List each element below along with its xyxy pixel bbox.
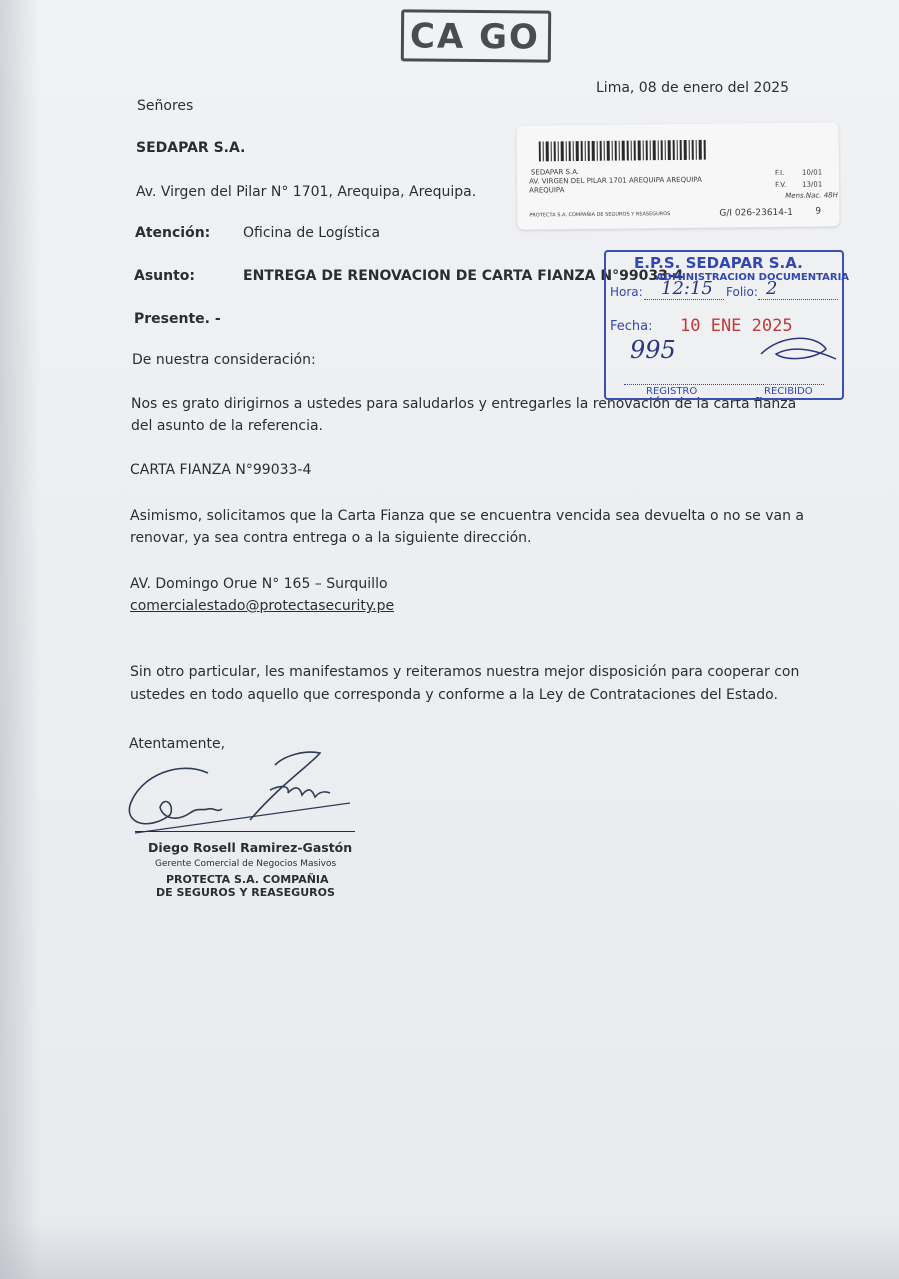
stamp-register-number: 995 bbox=[630, 336, 676, 364]
paragraph-1-line-1: Nos es grato dirigirnos a ustedes para saludarlos y entregarles la renovación de la carta fianza bbox=[131, 396, 797, 412]
sticker-guide-check: 9 bbox=[815, 206, 822, 217]
sticker-fi-label: F.I. bbox=[774, 168, 785, 177]
sticker-fv-label: F.V. bbox=[775, 180, 787, 189]
greeting: De nuestra consideración: bbox=[132, 352, 316, 368]
paragraph-2-line-2: renovar, ya sea contra entrega o a la siguiente dirección. bbox=[130, 530, 532, 546]
return-address: AV. Domingo Orue N° 165 – Surquillo bbox=[130, 576, 388, 592]
stamp-hora-value: 12:15 bbox=[661, 278, 713, 299]
carta-fianza-reference: CARTA FIANZA N°99033-4 bbox=[130, 462, 312, 478]
subject-label: Asunto: bbox=[134, 268, 196, 284]
page-shadow-left bbox=[0, 0, 40, 1279]
sticker-address-1: AV. VIRGEN DEL PILAR 1701 AREQUIPA AREQUIPA bbox=[529, 175, 702, 186]
signer-company-line-1: PROTECTA S.A. COMPAÑIA bbox=[166, 873, 329, 886]
salutation: Señores bbox=[137, 98, 194, 114]
paragraph-3-line-2: ustedes en todo aquello que corresponda y conforme a la Ley de Contrataciones del Estado. bbox=[130, 687, 778, 703]
handwritten-signature bbox=[120, 745, 360, 845]
sticker-fi-value: 10/01 bbox=[801, 168, 823, 177]
signature-line bbox=[135, 831, 355, 832]
cargo-stamp-text: CA GO bbox=[409, 16, 541, 58]
recipient-company: SEDAPAR S.A. bbox=[136, 140, 246, 156]
paragraph-2-line-1: Asimismo, solicitamos que la Carta Fianza que se encuentra vencida sea devuelta o no se van a bbox=[130, 508, 804, 524]
recipient-address: Av. Virgen del Pilar N° 1701, Arequipa, Arequipa. bbox=[136, 184, 477, 200]
sticker-address-2: AREQUIPA bbox=[529, 186, 565, 195]
paragraph-1-line-2: del asunto de la referencia. bbox=[131, 418, 323, 434]
sticker-sender: PROTECTA S.A. COMPAÑIA DE SEGUROS Y REASEGUROS bbox=[529, 211, 671, 219]
stamp-handwritten-mark bbox=[756, 324, 846, 374]
sticker-recipient: SEDAPAR S.A. bbox=[530, 168, 580, 177]
sticker-service: Mens.Nac. 48H bbox=[785, 191, 838, 200]
stamp-fecha-label: Fecha: bbox=[610, 319, 653, 334]
email-link[interactable]: comercialestado@protectasecurity.pe bbox=[130, 598, 395, 614]
attention-value: Oficina de Logística bbox=[243, 225, 381, 241]
paragraph-3-line-1: Sin otro particular, les manifestamos y reiteramos nuestra mejor disposición para cooperar con bbox=[130, 664, 800, 680]
sticker-fv-value: 13/01 bbox=[802, 180, 823, 189]
closing: Atentamente, bbox=[129, 736, 226, 752]
signer-name: Diego Rosell Ramirez-Gastón bbox=[148, 840, 353, 855]
subject-value: ENTREGA DE RENOVACION DE CARTA FIANZA N°99033-4 bbox=[243, 268, 684, 284]
date-line: Lima, 08 de enero del 2025 bbox=[596, 80, 790, 96]
page-shadow-bottom bbox=[0, 1219, 899, 1279]
stamp-registro-label: REGISTRO bbox=[646, 386, 698, 397]
stamp-title: E.P.S. SEDAPAR S.A. bbox=[634, 254, 803, 272]
attention-label: Atención: bbox=[135, 225, 211, 241]
stamp-folio-value: 2 bbox=[766, 278, 778, 299]
present-line: Presente. - bbox=[134, 311, 221, 327]
signer-company-line-2: DE SEGUROS Y REASEGUROS bbox=[156, 886, 335, 899]
stamp-hora-label: Hora: bbox=[610, 285, 643, 299]
stamp-fecha-value: 10 ENE 2025 bbox=[680, 316, 793, 336]
stamp-subtitle: ADMINISTRACION DOCUMENTARIA bbox=[656, 272, 850, 283]
courier-sticker bbox=[516, 122, 839, 229]
signer-title: Gerente Comercial de Negocios Masivos bbox=[155, 859, 337, 869]
sedapar-reception-stamp bbox=[604, 250, 850, 400]
stamp-recibido-label: RECIBIDO bbox=[764, 386, 813, 397]
cargo-stamp bbox=[401, 9, 551, 62]
stamp-folio-label: Folio: bbox=[726, 285, 758, 299]
barcode bbox=[539, 140, 707, 162]
sticker-guide-number: G/I 026-23614-1 bbox=[719, 207, 794, 219]
